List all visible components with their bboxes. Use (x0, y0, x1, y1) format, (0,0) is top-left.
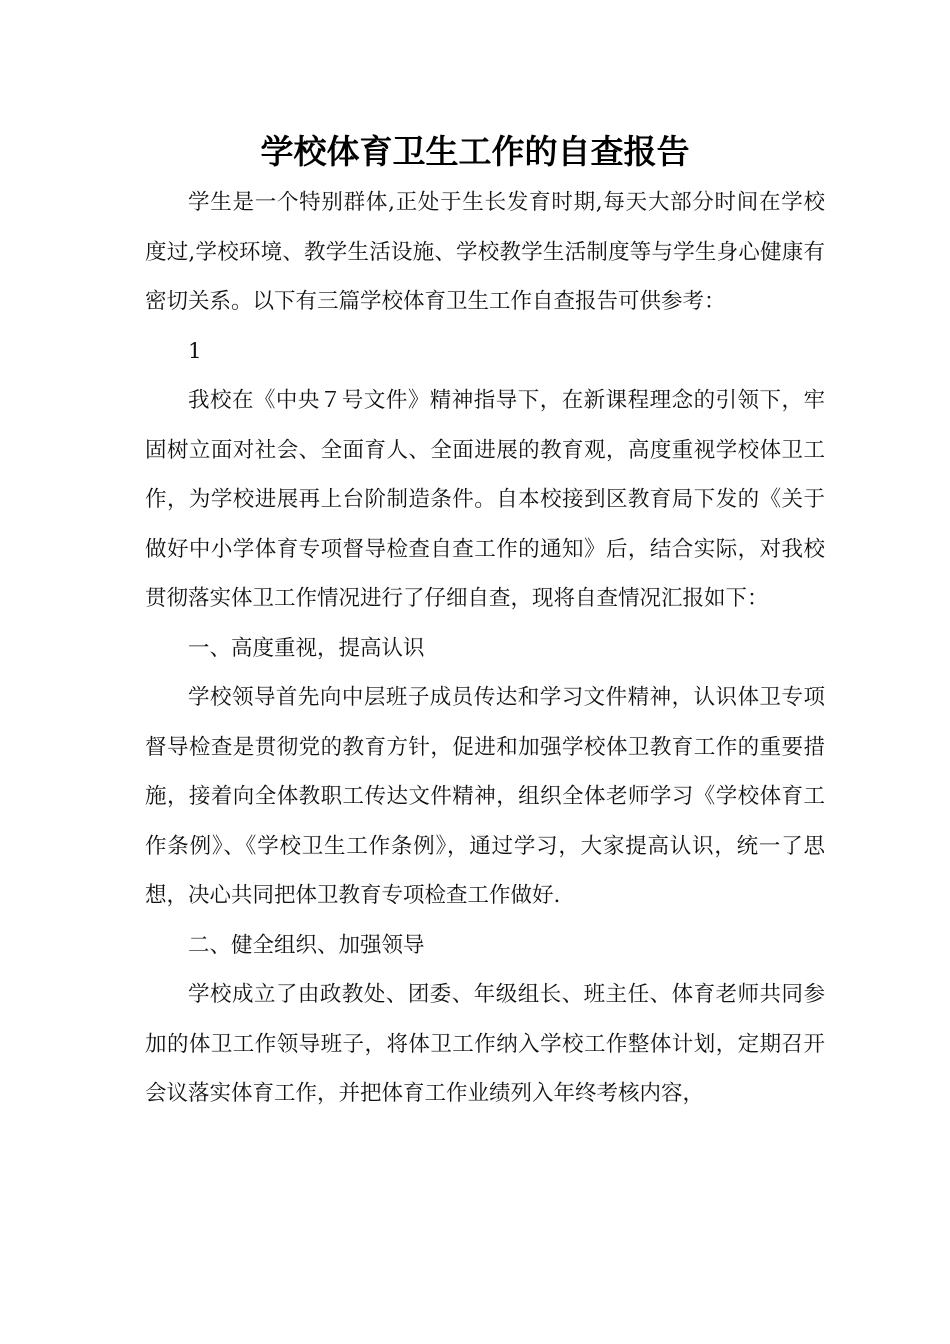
paragraph-intro: 学生是一个特别群体,正处于生长发育时期,每天大部分时间在学校度过,学校环境、教学生活设施、学校教学生活制度等与学生身心健康有密切关系。以下有三篇学校体育卫生工作自查报告可供参考： (145, 190, 825, 314)
section-number: 1 (188, 338, 202, 364)
document-title: 学校体育卫生工作的自查报告 (260, 132, 690, 171)
section-heading-1: 一、高度重视，提高认识 (188, 635, 425, 661)
paragraph-overview: 我校在《中央７号文件》精神指导下，在新课程理念的引领下，牢固树立面对社会、全面育人、全面进展的教育观，高度重视学校体卫工作，为学校进展再上台阶制造条件。自本校接到区教育局下发的《关于做好中小学体育专项督导检查自查工作的通知》后，结合实际，对我校贯彻落实体卫工作情况进行了仔细自查，现将自查情况汇报如下： (145, 388, 825, 611)
section-heading-2: 二、健全组织、加强领导 (188, 932, 425, 958)
paragraph-section-2: 学校成立了由政教处、团委、年级组长、班主任、体育老师共同参加的体卫工作领导班子，将体卫工作纳入学校工作整体计划，定期召开会议落实体育工作，并把体育工作业绩列入年终考核内容， (145, 982, 825, 1106)
paragraph-section-1: 学校领导首先向中层班子成员传达和学习文件精神，认识体卫专项督导检查是贯彻党的教育方针，促进和加强学校体卫教育工作的重要措施，接着向全体教职工传达文件精神，组织全体老师学习《学校体育工作条例》、《学校卫生工作条例》，通过学习，大家提高认识，统一了思想，决心共同把体卫教育专项检查工作做好. (145, 685, 825, 908)
document-body (145, 178, 825, 1119)
